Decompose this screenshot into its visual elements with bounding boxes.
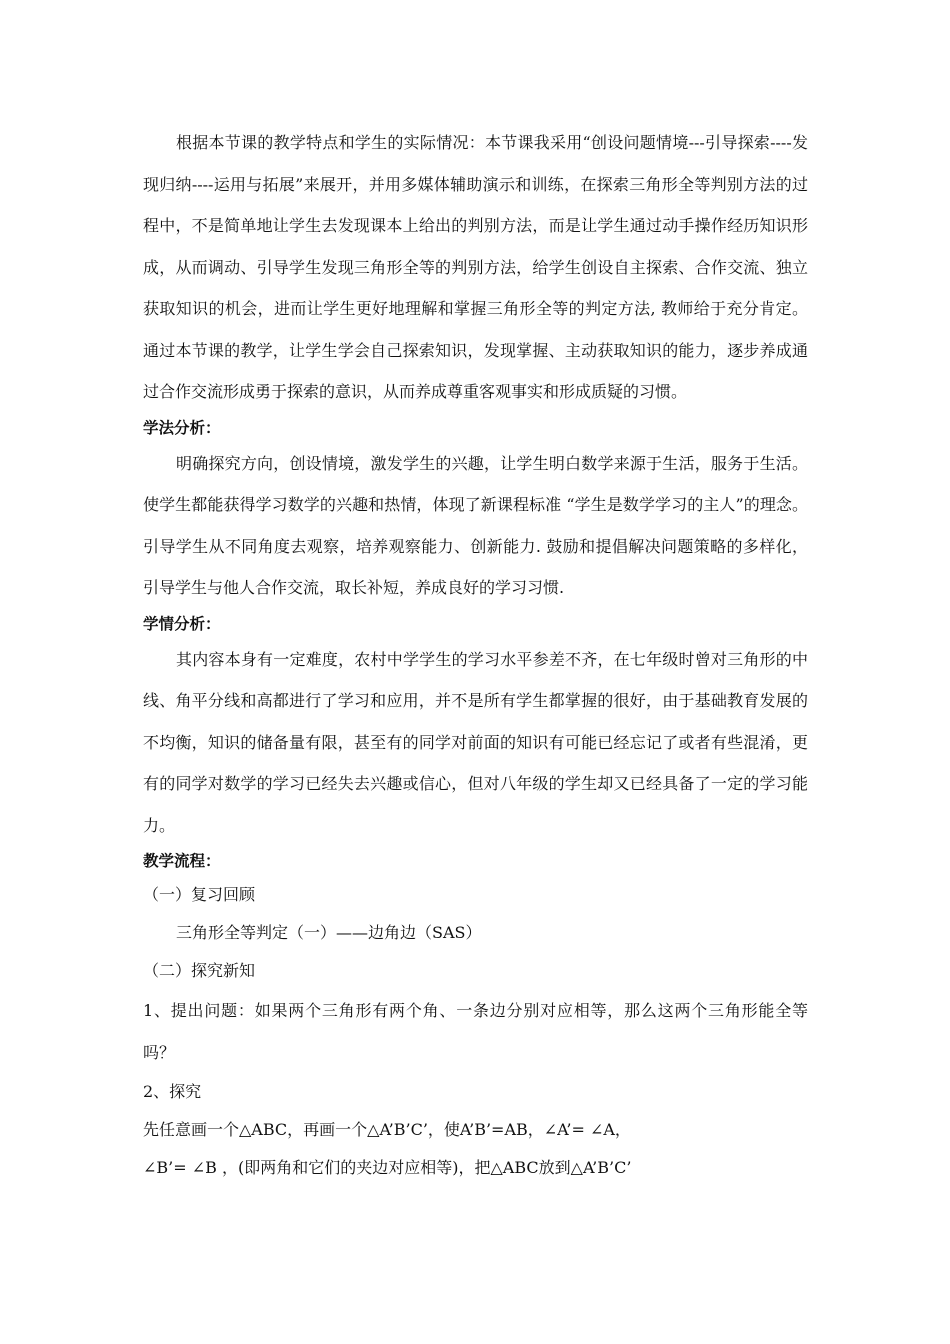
task-line-2: ∠B’= ∠B ，(即两角和它们的夹边对应相等)，把△ABC放到△A’B’C’ bbox=[143, 1158, 632, 1177]
explore-step: 2、探究 bbox=[143, 1082, 202, 1101]
teaching-method-paragraph: 根据本节课的教学特点和学生的实际情况：本节课我采用“创设问题情境---引导探索----发现归纳----运用与拓展”来展开，并用多媒体辅助演示和训练，在探索三角形全等判别方法的过程中，不是简单地让学生去发现课本上给出的判别方法，而是让学生通过动手操作经历知识形成，从而调动、引导学生发现三角形全等的判别方法，给学生创设自主探索、合作交流、独立获取知识的机会，进而让学生更好地理解和掌握三角形全等的判定方法, 教师给于充分肯定。通过本节课的教学，让学生学会自己探索知识，发现掌握、主动获取知识的能力，逐步养成通过合作交流形成勇于探索的意识，从而养成尊重客观事实和形成质疑的习惯。 bbox=[143, 133, 808, 401]
study-method-heading: 学法分析： bbox=[143, 418, 221, 437]
document-page bbox=[143, 122, 808, 1187]
review-item: 三角形全等判定（一）——边角边（SAS） bbox=[176, 923, 482, 942]
learning-situation-heading: 学情分析： bbox=[143, 614, 221, 633]
review-section-title: （一）复习回顾 bbox=[143, 885, 256, 904]
study-method-paragraph: 明确探究方向，创设情境，激发学生的兴趣，让学生明白数学来源于生活，服务于生活。使学生都能获得学习数学的兴趣和热情，体现了新课程标准 “学生是数学学习的主人”的理念。引导学生从不同角度去观察，培养观察能力、创新能力. 鼓励和提倡解决问题策略的多样化，引导学生与他人合作交流，取长补短，养成良好的学习习惯. bbox=[143, 453, 808, 597]
learning-situation-paragraph: 其内容本身有一定难度，农村中学学生的学习水平参差不齐，在七年级时曾对三角形的中线、角平分线和高都进行了学习和应用，并不是所有学生都掌握的很好，由于基础教育发展的不均衡，知识的储备量有限，甚至有的同学对前面的知识有可能已经忘记了或者有些混淆，更有的同学对数学的学习已经失去兴趣或信心，但对八年级的学生却又已经具备了一定的学习能力。 bbox=[143, 649, 808, 835]
teaching-flow-heading: 教学流程： bbox=[143, 852, 221, 870]
question-paragraph: 1、提出问题：如果两个三角形有两个角、一条边分别对应相等，那么这两个三角形能全等吗？ bbox=[143, 1001, 808, 1062]
explore-section-title: （二）探究新知 bbox=[143, 961, 256, 980]
task-line-1: 先任意画一个△ABC，再画一个△A’B’C’，使A’B’=AB，∠A’= ∠A， bbox=[143, 1120, 631, 1139]
